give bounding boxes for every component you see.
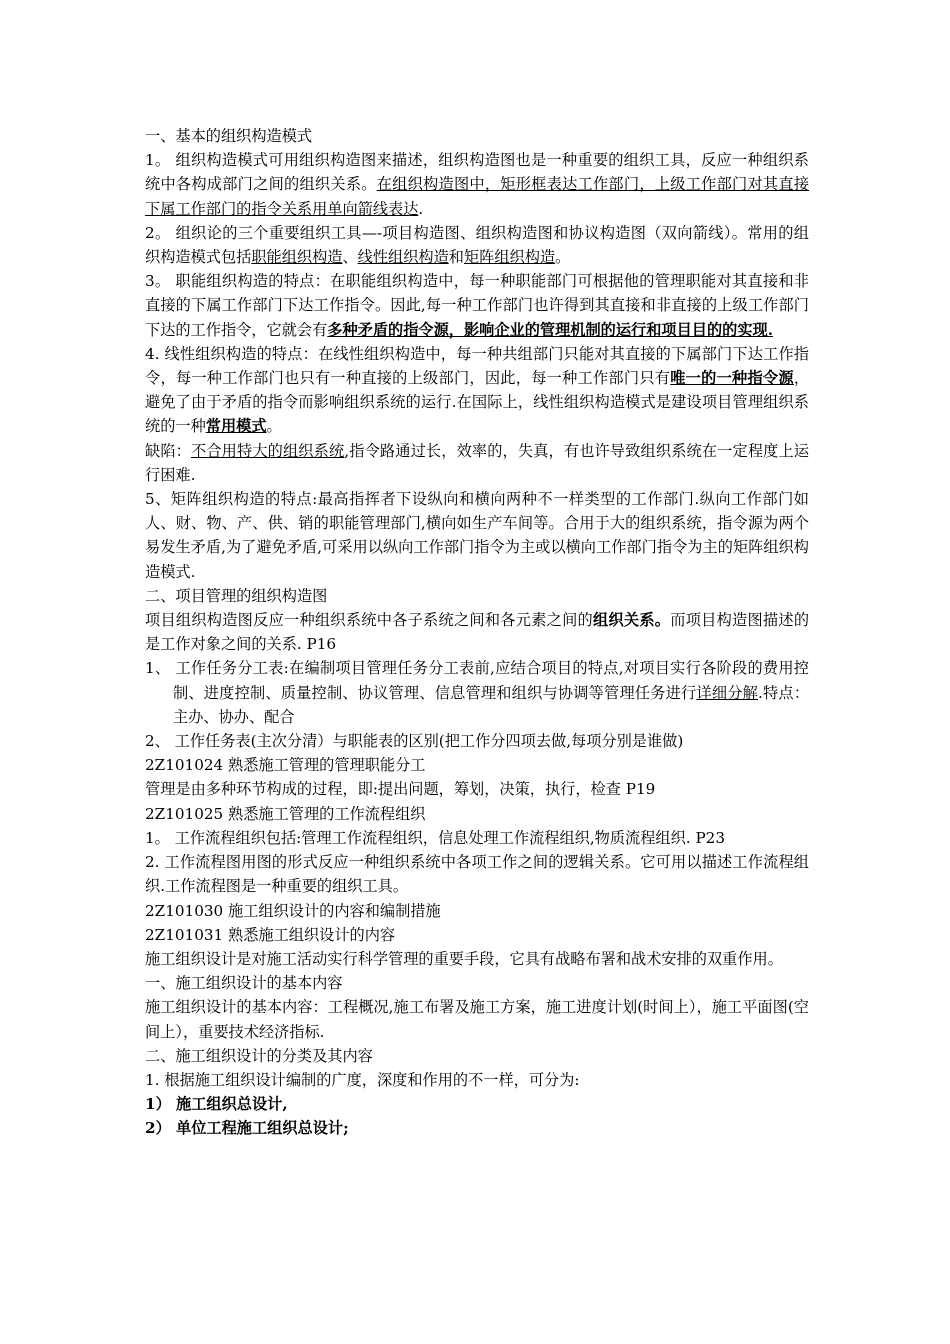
text-run: 一、基本的组织构造模式 [145, 127, 313, 145]
paragraph-p19 [145, 1068, 809, 1092]
text-run: 3。 职能组织构造的特点：在职能组织构造中，每一种职能部门可根据他的管理职能对其直接和非直接的下属工作部门下达工作指令。因此,每一种工作部门也许得到其直接和非直接的上级工作部门下达的工作指令，它就会有 [145, 272, 809, 339]
text-run: 施工组织设计是对施工活动实行科学管理的重要手段，它具有战略布署和战术安排的双重作用。 [145, 949, 783, 968]
paragraph-p7 [145, 608, 809, 656]
text-run: 2. 工作流程图用图的形式反应一种组织系统中各项工作之间的逻辑关系。它可用以描述工作流程组织.工作流程图是一种重要的组织工具。 [145, 853, 809, 896]
paragraph-p3 [145, 269, 809, 342]
paragraph-p2 [145, 221, 809, 269]
paragraph-p14 [145, 850, 809, 898]
paragraph-p10 [145, 753, 809, 777]
text-run: 组织关系。 [593, 611, 671, 630]
text-run: 2Z101025 熟悉施工管理的工作流程组织 [145, 804, 426, 823]
text-run: 矩阵组织构造 [463, 248, 556, 267]
text-run: 项目组织构造图反应一种组织系统中各子系统之间和各元素之间的 [145, 611, 593, 630]
document-body [145, 124, 809, 1141]
text-run: 。 [266, 417, 282, 436]
text-run: 。 [555, 248, 571, 267]
paragraph-p9 [145, 729, 809, 753]
paragraph-h1 [145, 124, 809, 148]
paragraph-p8 [145, 656, 809, 729]
text-run: 4. 线性组织构造的特点：在线性组织构造中，每一种共组部门只能对其直接的下属部门下达工作指令，每一种工作部门也只有一种直接的上级部门，因此，每一种工作部门只有 [145, 344, 809, 388]
text-run: 1. 根据施工组织设计编制的广度，深度和作用的不一样，可分为: [145, 1070, 580, 1089]
text-run: 缺陷： [145, 441, 191, 460]
text-run: 2Z101024 熟悉施工管理的管理职能分工 [145, 756, 426, 775]
text-run: 二、施工组织设计的分类及其内容 [145, 1046, 373, 1065]
text-run: 线性组织构造 [357, 248, 449, 267]
text-run: 2） 单位工程施工组织总设计; [145, 1119, 349, 1138]
text-run: . [418, 199, 424, 218]
text-run: 、 [342, 248, 358, 267]
text-run: 1。 工作流程组织包括:管理工作流程组织，信息处理工作流程组织,物质流程组织. P23 [145, 828, 726, 847]
text-run: 1。 组织构造模式可用组织构造图来描述，组织构造图也是一种重要的组织工具，反应一种组织系统中各构成部门之间的组织关系。 [145, 151, 809, 194]
paragraph-p4 [145, 342, 809, 439]
text-run: 在组织构造图中，矩形框表达工作部门，上级工作部门对其直接下属工作部门的指令关系用单向箭线表达 [145, 175, 810, 218]
text-run: 2、 工作任务表(主次分清）与职能表的区别(把工作分四项去做,每项分别是谁做) [145, 732, 684, 751]
text-run: 2Z101030 施工组织设计的内容和编制措施 [145, 901, 441, 920]
text-run: 多种矛盾的指令源，影响企业的管理机制的运行和项目目的的实现. [327, 320, 773, 339]
paragraph-p1 [145, 148, 809, 221]
text-run: 和 [448, 248, 464, 267]
text-run: 1、 工作任务分工表:在编制项目管理任务分工表前,应结合项目的特点,对项目实行各阶段的费用控制、进度控制、质量控制、协议管理、信息管理和组织与协调等管理任务进行 [145, 659, 809, 702]
paragraph-h2 [145, 584, 809, 608]
text-run: 施工组织设计的基本内容：工程概况,施工布署及施工方案，施工进度计划(时间上），施工平面图(空间上），重要技术经济指标. [145, 998, 809, 1041]
text-run: .特点：主办、协办、配合 [173, 683, 810, 726]
paragraph-p12 [145, 802, 809, 826]
paragraph-p18 [145, 995, 809, 1043]
text-run: 二、项目管理的组织构造图 [145, 586, 328, 605]
paragraph-p6 [145, 487, 809, 584]
paragraph-h3 [145, 971, 809, 995]
text-run: 一、施工组织设计的基本内容 [145, 974, 343, 993]
text-run: 2Z101031 熟悉施工组织设计的内容 [145, 925, 396, 944]
text-run: 管理是由多种环节构成的过程，即:提出问题，筹划，决策，执行，检查 P19 [145, 780, 656, 799]
text-run: ，避免了由于矛盾的指令而影响组织系统的运行.在国际上，线性组织构造模式是建设项目管理组织系统的一种 [145, 369, 810, 436]
paragraph-h4 [145, 1044, 809, 1068]
text-run: 而项目构造图描述的是工作对象之间的关系. P16 [145, 611, 810, 654]
text-run: 常用模式 [205, 417, 267, 436]
paragraph-p11 [145, 777, 809, 801]
paragraph-p15 [145, 899, 809, 923]
paragraph-p16 [145, 923, 809, 947]
text-run: 2。 组织论的三个重要组织工具—-项目构造图、组织构造图和协议构造图（双向箭线）。常用的组织构造模式包括 [145, 223, 809, 267]
text-run: 详细分解 [696, 683, 758, 702]
paragraph-p21 [145, 1116, 809, 1140]
paragraph-p13 [145, 826, 809, 850]
paragraph-p20 [145, 1092, 809, 1116]
text-run: 不合用特大的组织系统 [191, 441, 345, 460]
text-run: 唯一的一种指令源 [670, 369, 794, 388]
text-run: 5、矩阵组织构造的特点:最高指挥者下设纵向和横向两种不一样类型的工作部门.纵向工作部门如人、财、物、产、供、销的职能管理部门,横向如生产车间等。合用于大的组织系统，指令源为两个易发生矛盾,为了避免矛盾,可采用以纵向工作部门指令为主或以横向工作部门指令为主的矩阵组织构造模式. [145, 490, 809, 581]
text-run: 1） 施工组织总设计, [145, 1095, 288, 1114]
text-run: 职能组织构造 [251, 248, 343, 267]
text-run: ,指令路通过长，效率的，失真，有也许导致组织系统在一定程度上运行困难. [145, 441, 810, 484]
paragraph-p5 [145, 439, 809, 487]
paragraph-p17 [145, 947, 809, 971]
